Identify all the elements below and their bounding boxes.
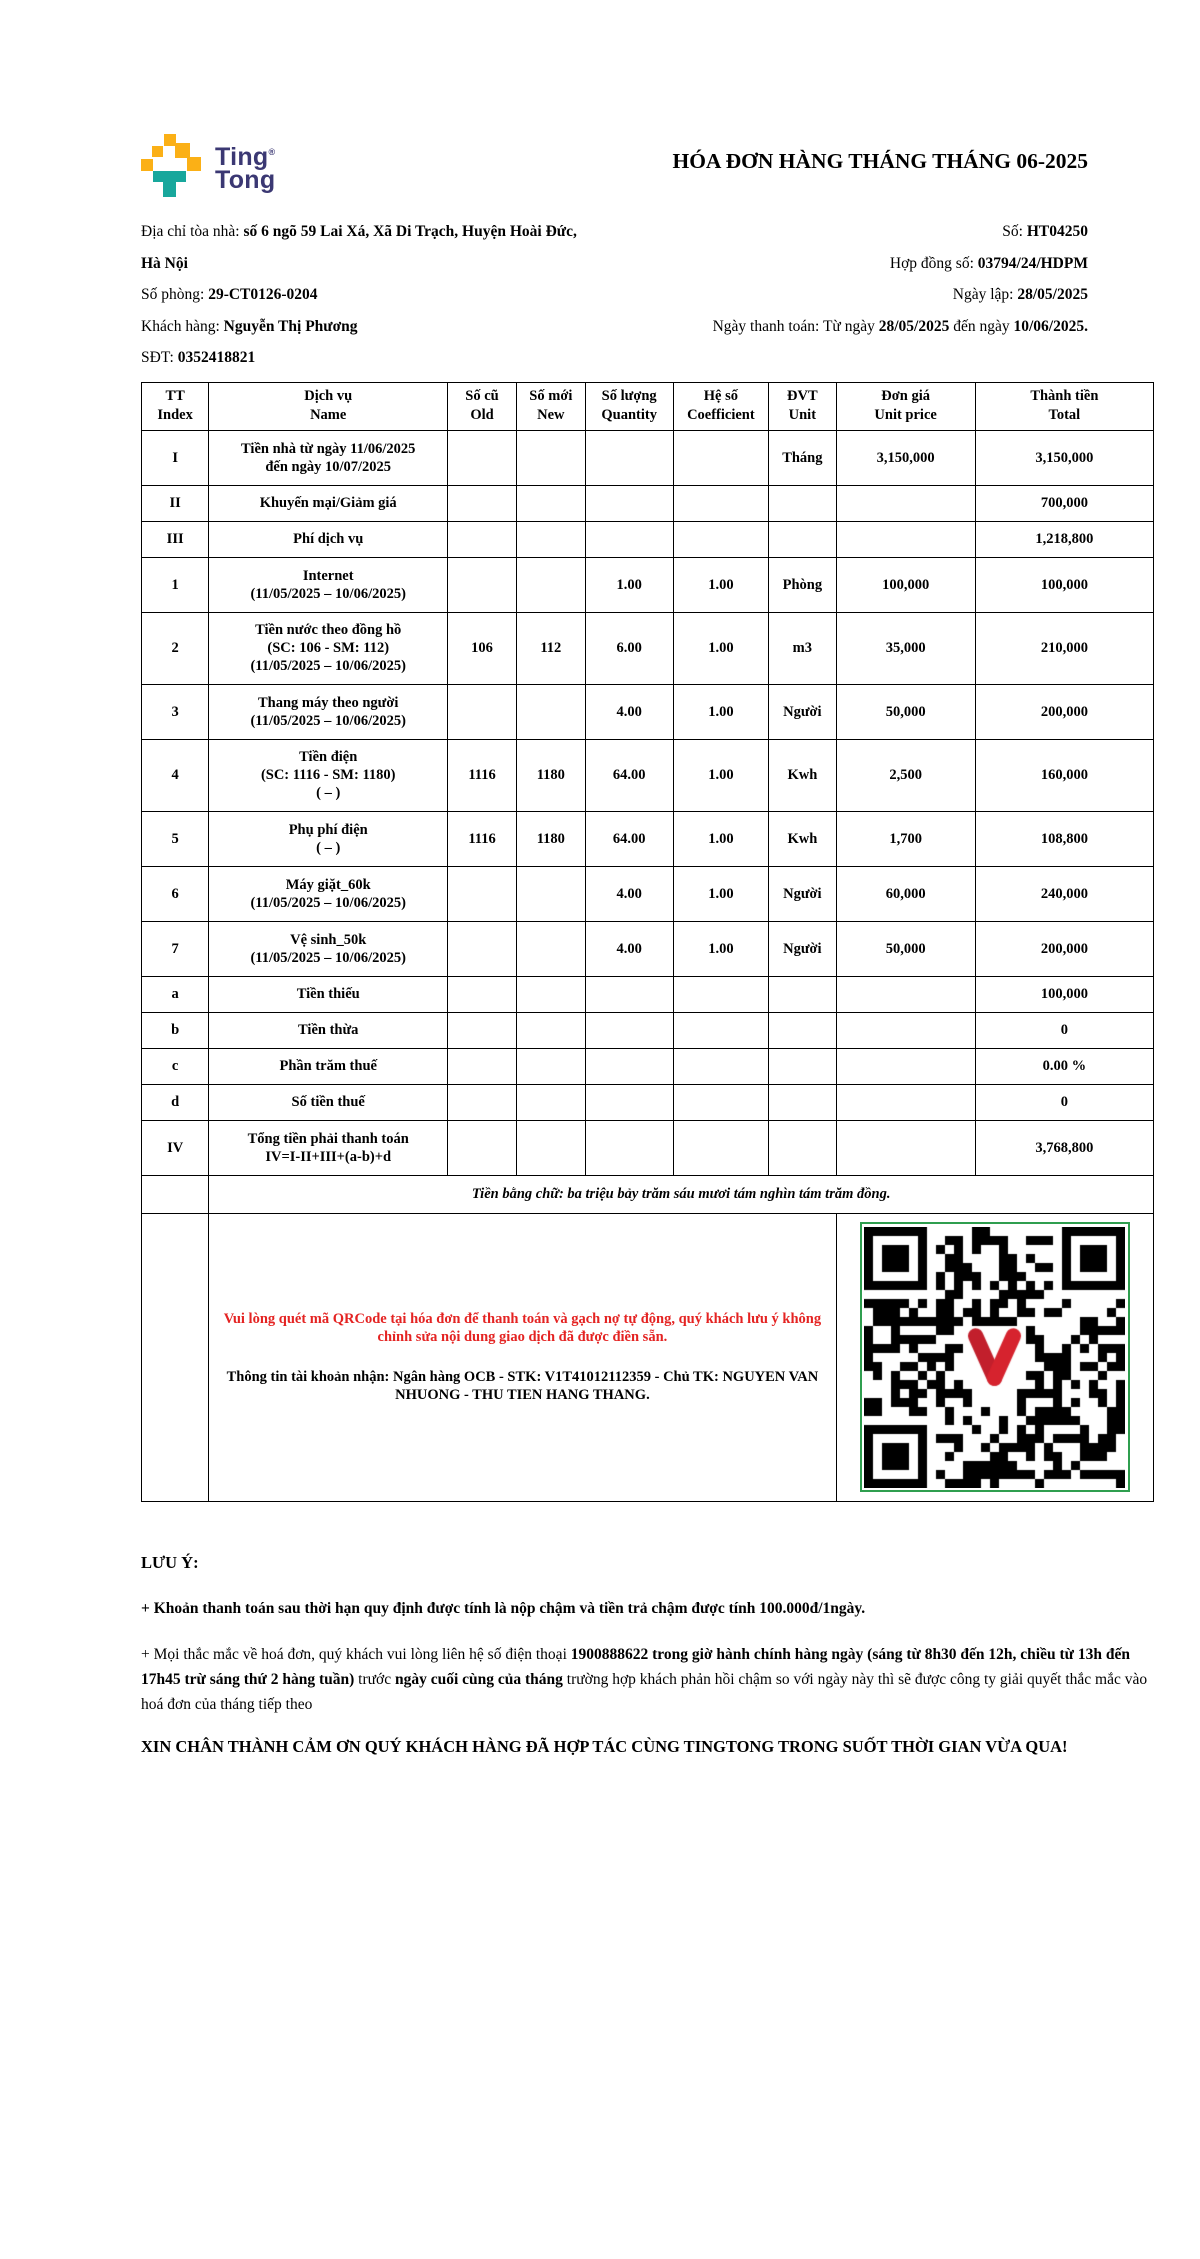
cell-coef bbox=[673, 976, 769, 1012]
cell-total: 0.00 % bbox=[975, 1048, 1153, 1084]
cell-name: Thang máy theo người (11/05/2025 – 10/06/2025) bbox=[209, 684, 448, 739]
cell-old bbox=[448, 1012, 517, 1048]
cell-new bbox=[516, 430, 585, 485]
tingtong-wordmark: Ting® Tong bbox=[215, 142, 276, 194]
cell-name: Phí dịch vụ bbox=[209, 521, 448, 557]
cell-price: 2,500 bbox=[836, 739, 975, 811]
cell-name: Phụ phí điện ( – ) bbox=[209, 811, 448, 866]
cell-name: Tiền thừa bbox=[209, 1012, 448, 1048]
cell-total: 210,000 bbox=[975, 612, 1153, 684]
cell-name: Tiền nước theo đồng hồ (SC: 106 - SM: 112) (11/05/2025 – 10/06/2025) bbox=[209, 612, 448, 684]
cell-new bbox=[516, 976, 585, 1012]
cell-unit bbox=[769, 1084, 836, 1120]
contract-number: Hợp đồng số: 03794/24/HDPM bbox=[889, 254, 1088, 272]
cell-total: 100,000 bbox=[975, 976, 1153, 1012]
col-header-old: Số cũ Old bbox=[448, 382, 517, 430]
cell-coef: 1.00 bbox=[673, 739, 769, 811]
cell-name: Tiền thiếu bbox=[209, 976, 448, 1012]
qr-code bbox=[864, 1227, 1125, 1488]
col-header-name: Dịch vụ Name bbox=[209, 382, 448, 430]
cell-total: 3,768,800 bbox=[975, 1120, 1153, 1175]
cell-qty bbox=[585, 521, 673, 557]
cell-total: 0 bbox=[975, 1012, 1153, 1048]
cell-qty: 1.00 bbox=[585, 557, 673, 612]
cell-unit: Kwh bbox=[769, 811, 836, 866]
cell-tt: 3 bbox=[142, 684, 209, 739]
cell-tt: II bbox=[142, 485, 209, 521]
cell-unit bbox=[769, 485, 836, 521]
cell-name: Số tiền thuế bbox=[209, 1084, 448, 1120]
cell-tt bbox=[142, 1213, 209, 1501]
cell-new bbox=[516, 521, 585, 557]
table-row bbox=[142, 811, 1154, 866]
table-row bbox=[142, 1012, 1154, 1048]
cell-price bbox=[836, 485, 975, 521]
table-row bbox=[142, 521, 1154, 557]
customer-name: Khách hàng: Nguyễn Thị Phương bbox=[141, 317, 358, 335]
qr-red-note: Vui lòng quét mã QRCode tại hóa đơn để thanh toán và gạch nợ tự động, quý khách lưu ý không chỉnh sửa nội dung giao dịch đã được điền sẵn. bbox=[223, 1311, 822, 1345]
info-block bbox=[141, 216, 1154, 374]
tingtong-logo-icon bbox=[141, 134, 201, 198]
table-row bbox=[142, 739, 1154, 811]
qr-instructions bbox=[209, 1213, 836, 1501]
cell-total: 160,000 bbox=[975, 739, 1153, 811]
cell-old: 1116 bbox=[448, 811, 517, 866]
cell-qty bbox=[585, 976, 673, 1012]
qr-code-frame bbox=[860, 1222, 1130, 1492]
col-header-unit-price: Đơn giá Unit price bbox=[836, 382, 975, 430]
invoice-table bbox=[141, 382, 1154, 1502]
note-hotline: + Mọi thắc mắc về hoá đơn, quý khách vui lòng liên hệ số điện thoại 1900888622 trong giờ hành chính hàng ngày (sáng từ 8h30 đến 12h, chiều từ 13h đến 17h45 trừ sáng thứ 2 hàng tuần) trước ngày cuối cùng của tháng trường hợp khách phản hồi chậm so với ngày này thì sẽ được công ty giải quyết thắc mắc vào hoá đơn của tháng tiếp theo bbox=[141, 1645, 1148, 1713]
info-left bbox=[141, 216, 668, 374]
cell-qty bbox=[585, 1084, 673, 1120]
cell-old bbox=[448, 1084, 517, 1120]
table-row bbox=[142, 557, 1154, 612]
table-row bbox=[142, 1048, 1154, 1084]
cell-coef: 1.00 bbox=[673, 921, 769, 976]
cell-old: 1116 bbox=[448, 739, 517, 811]
cell-unit bbox=[769, 1012, 836, 1048]
header bbox=[141, 128, 1154, 198]
table-row bbox=[142, 976, 1154, 1012]
qr-row bbox=[142, 1213, 1154, 1501]
amount-in-words-row bbox=[142, 1175, 1154, 1213]
cell-qty: 4.00 bbox=[585, 921, 673, 976]
cell-name: Tổng tiền phải thanh toán IV=I-II+III+(a-b)+d bbox=[209, 1120, 448, 1175]
cell-tt: III bbox=[142, 521, 209, 557]
cell-tt: d bbox=[142, 1084, 209, 1120]
cell-qty bbox=[585, 1120, 673, 1175]
col-header-index: TT Index bbox=[142, 382, 209, 430]
cell-coef bbox=[673, 1084, 769, 1120]
cell-tt: 6 bbox=[142, 866, 209, 921]
amount-in-words: Tiền bằng chữ: ba triệu bảy trăm sáu mươi tám nghìn tám trăm đồng. bbox=[209, 1175, 1154, 1213]
cell-old bbox=[448, 1048, 517, 1084]
cell-new: 1180 bbox=[516, 811, 585, 866]
cell-price bbox=[836, 1084, 975, 1120]
cell-qty bbox=[585, 1012, 673, 1048]
cell-total: 100,000 bbox=[975, 557, 1153, 612]
cell-price bbox=[836, 521, 975, 557]
cell-total: 200,000 bbox=[975, 921, 1153, 976]
cell-new bbox=[516, 1084, 585, 1120]
table-row bbox=[142, 430, 1154, 485]
cell-unit bbox=[769, 521, 836, 557]
cell-price bbox=[836, 1012, 975, 1048]
cell-old bbox=[448, 684, 517, 739]
table-row bbox=[142, 612, 1154, 684]
cell-old bbox=[448, 976, 517, 1012]
cell-old bbox=[448, 485, 517, 521]
cell-name: Tiền nhà từ ngày 11/06/2025 đến ngày 10/07/2025 bbox=[209, 430, 448, 485]
cell-name: Phần trăm thuế bbox=[209, 1048, 448, 1084]
invoice-number: Số: HT04250 bbox=[1002, 223, 1088, 240]
cell-new bbox=[516, 921, 585, 976]
cell-qty: 64.00 bbox=[585, 811, 673, 866]
info-right bbox=[668, 216, 1154, 374]
table-row bbox=[142, 1084, 1154, 1120]
cell-total: 240,000 bbox=[975, 866, 1153, 921]
cell-tt: 2 bbox=[142, 612, 209, 684]
issue-date: Ngày lập: 28/05/2025 bbox=[952, 286, 1088, 303]
cell-coef bbox=[673, 1048, 769, 1084]
cell-new bbox=[516, 866, 585, 921]
building-address-line2: Hà Nội bbox=[141, 254, 188, 272]
cell-tt: 5 bbox=[142, 811, 209, 866]
cell-price bbox=[836, 1048, 975, 1084]
qr-code-cell bbox=[836, 1213, 1154, 1501]
cell-price bbox=[836, 1120, 975, 1175]
cell-qty: 4.00 bbox=[585, 866, 673, 921]
customer-phone: SĐT: 0352418821 bbox=[141, 349, 256, 366]
cell-unit: Phòng bbox=[769, 557, 836, 612]
cell-name: Khuyến mại/Giảm giá bbox=[209, 485, 448, 521]
cell-tt: b bbox=[142, 1012, 209, 1048]
cell-total: 700,000 bbox=[975, 485, 1153, 521]
cell-price: 1,700 bbox=[836, 811, 975, 866]
cell-new: 1180 bbox=[516, 739, 585, 811]
cell-coef: 1.00 bbox=[673, 811, 769, 866]
cell-old: 106 bbox=[448, 612, 517, 684]
cell-unit: Người bbox=[769, 866, 836, 921]
cell-coef bbox=[673, 1012, 769, 1048]
col-header-new: Số mới New bbox=[516, 382, 585, 430]
cell-name: Vệ sinh_50k (11/05/2025 – 10/06/2025) bbox=[209, 921, 448, 976]
cell-unit bbox=[769, 976, 836, 1012]
cell-new bbox=[516, 1120, 585, 1175]
cell-tt: 4 bbox=[142, 739, 209, 811]
thank-you-line: XIN CHÂN THÀNH CẢM ƠN QUÝ KHÁCH HÀNG ĐÃ HỢP TÁC CÙNG TINGTONG TRONG SUỐT THỜI GIAN VỪA QUA! bbox=[141, 1736, 1068, 1756]
cell-total: 108,800 bbox=[975, 811, 1153, 866]
cell-qty bbox=[585, 485, 673, 521]
cell-coef: 1.00 bbox=[673, 866, 769, 921]
note-late-payment: + Khoản thanh toán sau thời hạn quy định được tính là nộp chậm và tiền trả chậm được tính 100.000đ/1ngày. bbox=[141, 1599, 866, 1617]
cell-tt: IV bbox=[142, 1120, 209, 1175]
col-header-quantity: Số lượng Quantity bbox=[585, 382, 673, 430]
cell-price: 100,000 bbox=[836, 557, 975, 612]
table-header bbox=[142, 382, 1154, 430]
cell-new bbox=[516, 485, 585, 521]
cell-name: Internet (11/05/2025 – 10/06/2025) bbox=[209, 557, 448, 612]
room-number: Số phòng: 29-CT0126-0204 bbox=[141, 286, 318, 303]
cell-new: 112 bbox=[516, 612, 585, 684]
bank-account-info: Thông tin tài khoản nhận: Ngân hàng OCB - STK: V1T41012112359 - Chủ TK: NGUYEN VAN NHUONG - THU TIEN HANG THANG. bbox=[226, 1369, 819, 1403]
cell-tt: 7 bbox=[142, 921, 209, 976]
cell-old bbox=[448, 866, 517, 921]
footer-notes bbox=[141, 1550, 1154, 1760]
cell-price: 60,000 bbox=[836, 866, 975, 921]
invoice-title: HÓA ĐƠN HÀNG THÁNG THÁNG 06-2025 bbox=[672, 149, 1088, 173]
cell-old bbox=[448, 430, 517, 485]
cell-unit: m3 bbox=[769, 612, 836, 684]
cell-coef bbox=[673, 485, 769, 521]
notes-heading: LƯU Ý: bbox=[141, 1552, 199, 1572]
table-row bbox=[142, 921, 1154, 976]
cell-qty: 6.00 bbox=[585, 612, 673, 684]
payment-period: Ngày thanh toán: Từ ngày 28/05/2025 đến ngày 10/06/2025. bbox=[712, 317, 1088, 335]
cell-total: 3,150,000 bbox=[975, 430, 1153, 485]
col-header-unit: ĐVT Unit bbox=[769, 382, 836, 430]
cell-qty bbox=[585, 1048, 673, 1084]
cell-name: Máy giặt_60k (11/05/2025 – 10/06/2025) bbox=[209, 866, 448, 921]
col-header-coefficient: Hệ số Coefficient bbox=[673, 382, 769, 430]
cell-unit: Kwh bbox=[769, 739, 836, 811]
cell-old bbox=[448, 921, 517, 976]
table-row bbox=[142, 1120, 1154, 1175]
cell-unit bbox=[769, 1048, 836, 1084]
building-address-line1: Địa chỉ tòa nhà: số 6 ngõ 59 Lai Xá, Xã Di Trạch, Huyện Hoài Đức, bbox=[141, 223, 577, 240]
cell-price bbox=[836, 976, 975, 1012]
cell-coef: 1.00 bbox=[673, 557, 769, 612]
cell-price: 50,000 bbox=[836, 921, 975, 976]
cell-name: Tiền điện (SC: 1116 - SM: 1180) ( – ) bbox=[209, 739, 448, 811]
cell-qty: 4.00 bbox=[585, 684, 673, 739]
cell-new bbox=[516, 557, 585, 612]
cell-unit: Tháng bbox=[769, 430, 836, 485]
cell-qty: 64.00 bbox=[585, 739, 673, 811]
invoice-table-footer bbox=[142, 1175, 1154, 1501]
cell-tt: I bbox=[142, 430, 209, 485]
cell-new bbox=[516, 1012, 585, 1048]
cell-qty bbox=[585, 430, 673, 485]
cell-coef bbox=[673, 1120, 769, 1175]
cell-total: 200,000 bbox=[975, 684, 1153, 739]
cell-tt: a bbox=[142, 976, 209, 1012]
cell-unit bbox=[769, 1120, 836, 1175]
cell-old bbox=[448, 521, 517, 557]
cell-new bbox=[516, 1048, 585, 1084]
cell-old bbox=[448, 1120, 517, 1175]
cell-total: 1,218,800 bbox=[975, 521, 1153, 557]
cell-coef: 1.00 bbox=[673, 612, 769, 684]
cell-tt bbox=[142, 1175, 209, 1213]
cell-total: 0 bbox=[975, 1084, 1153, 1120]
invoice-table-body bbox=[142, 430, 1154, 1175]
table-row bbox=[142, 485, 1154, 521]
cell-unit: Người bbox=[769, 684, 836, 739]
table-row bbox=[142, 684, 1154, 739]
cell-new bbox=[516, 684, 585, 739]
cell-price: 3,150,000 bbox=[836, 430, 975, 485]
col-header-total: Thành tiền Total bbox=[975, 382, 1153, 430]
tingtong-logo bbox=[141, 134, 275, 198]
cell-tt: c bbox=[142, 1048, 209, 1084]
cell-price: 35,000 bbox=[836, 612, 975, 684]
cell-tt: 1 bbox=[142, 557, 209, 612]
cell-coef bbox=[673, 430, 769, 485]
cell-coef bbox=[673, 521, 769, 557]
table-row bbox=[142, 866, 1154, 921]
cell-coef: 1.00 bbox=[673, 684, 769, 739]
cell-price: 50,000 bbox=[836, 684, 975, 739]
cell-old bbox=[448, 557, 517, 612]
cell-unit: Người bbox=[769, 921, 836, 976]
